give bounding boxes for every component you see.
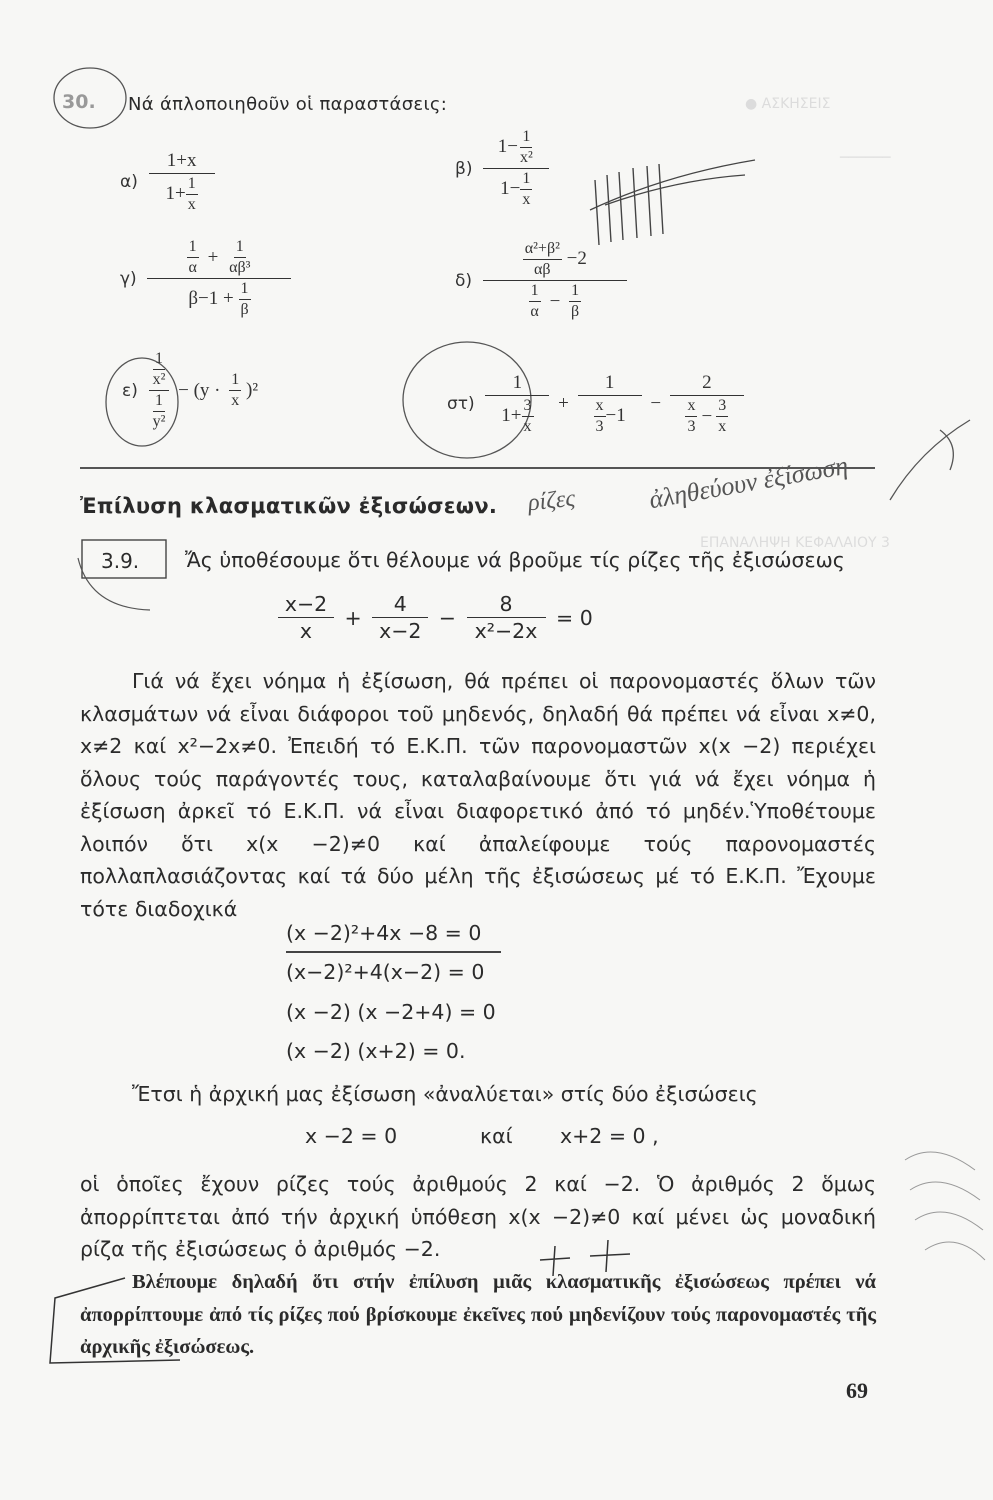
main-equation: $\frac{x-2}{x}$ + $\frac{4}{x-2}$ − $\frac{8}{\text{x²−2x}}$ = 0 (278, 592, 597, 643)
handwritten-note: ἀληθεύουν ἐξίσωση (646, 450, 851, 515)
paragraph-decomposition: Ἔτσι ἡ ἀρχική μας ἐξίσωση «ἀναλύεται» στίς δύο ἐξισώσεις (132, 1082, 758, 1106)
exercise-intro: Νά άπλοποιηθοῦν οἱ παραστάσεις: (128, 94, 448, 115)
pen-scribble (880, 410, 980, 510)
expr-st: στ) 1 1+ $\frac{3}{x}$ + 1 $\frac{x}{3}$ −1 − 2 $\frac{x}{3}$ − $\frac{3}{x}$ (447, 372, 744, 436)
expr-b: β) 1− $\frac{1}{\text{x²}}$ 1− $\frac{1}{x}$ (455, 128, 549, 209)
derivation-step: (x −2)²+4x −8 = 0 (286, 921, 482, 945)
bold-conclusion: Βλέπουμε δηλαδή ὅτι στήν ἐπίλυση μιᾶς κλασματικῆς ἐξισώσεως πρέπει νά ἀπορρίπτουμε ἀπό τίς ρίζες πού βρίσκουμε ἐκεῖνες πού μηδενίζουν τούς παρονομαστές τῆς ἀρχικῆς ἐξισώσεως. (80, 1271, 876, 1358)
pen-bracket (30, 1268, 190, 1378)
section-title: Ἐπίλυση κλασματικῶν ἐξισώσεων. (80, 494, 498, 518)
show-through-text: ────── (840, 150, 891, 166)
exercise-number: 30. (62, 91, 96, 113)
pen-scribble (895, 1100, 990, 1300)
subsection-number-box (70, 528, 180, 618)
equation-right: x+2 = 0 , (560, 1124, 659, 1148)
expr-e: ε) $\frac{\frac{1}{\text{x²}}}{\frac{1}{\text{y²}}}$ − (y · $\frac{1}{x}$ )² (122, 350, 259, 430)
derivation-step: (x−2)²+4(x−2) = 0 (286, 960, 485, 984)
equation-left: x −2 = 0 (305, 1124, 398, 1148)
show-through-text: ΕΠΑΝΑΛΗΨΗ ΚΕΦΑΛΑΙΟΥ 3 (700, 535, 890, 551)
derivation-step: (x −2) (x+2) = 0. (286, 1039, 466, 1063)
derivation-step: (x −2) (x −2+4) = 0 (286, 1000, 496, 1024)
handwritten-note: ρίζες (526, 485, 577, 517)
subsection-intro: Ἄς ὑποθέσουμε ὅτι θέλουμε νά βροῦμε τίς ρίζες τῆς ἐξισώσεως (185, 548, 845, 572)
show-through-text: ● ΑΣΚΗΣΕΙΣ (745, 96, 831, 112)
subsection-number: 3.9. (101, 549, 140, 573)
paragraph-conditions: Γιά νά ἔχει νόημα ἡ ἐξίσωση, θά πρέπει οἱ παρονομαστές ὅλων τῶν κλασμάτων νά εἶναι διάφοροι τοῦ μηδενός, δηλαδή θά πρέπει νά εἶναι x≠0, x≠2 καί x²−2x≠0. Ἐπειδή τό Ε.Κ.Π. τῶν παρονομαστῶν x(x −2) περιέχει ὅλους τούς παράγοντές τους, καταλαβαίνουμε ὅτι γιά νά ἔχει νόημα ἡ ἐξίσωση ἀρκεῖ τό Ε.Κ.Π. νά εἶναι διαφορετικό ἀπό τό μηδέν.Ὑποθέτουμε λοιπόν ὅτι x(x −2)≠0 καί ἀπαλείφουμε τούς παρονομαστές πολλαπλασιάζοντας καί τά δύο μέλη τῆς ἐξισώσεως μέ τό Ε.Κ.Π. Ἔχουμε τότε διαδοχικά (80, 669, 876, 921)
equation-and: καί (480, 1124, 513, 1148)
paragraph-roots: οἱ ὁποῖες ἔχουν ρίζες τούς ἀριθμούς 2 καί −2. Ὁ ἀριθμός 2 ὅμως ἀπορρίπτεται ἀπό τήν ἀρχική ὑπόθεση x(x −2)≠0 καί μένει ὡς μοναδική ρίζα τῆς ἐξισώσεως ὁ ἀριθμός −2. (80, 1172, 876, 1261)
expr-c: γ) $\frac{1}{\alpha}$ + $\frac{1}{\text{αβ³}}$ β−1 + $\frac{1}{\beta}$ (120, 238, 291, 319)
expr-a: α) 1+x 1+ $\frac{1}{x}$ (120, 150, 215, 214)
page-number: 69 (846, 1378, 868, 1403)
pen-underline (286, 951, 501, 953)
expr-d: δ) $\frac{\text{α²+β²}}{\alpha\beta}$ −2 $\frac{1}{\alpha}$ − $\frac{1}{\beta}$ (455, 240, 627, 321)
